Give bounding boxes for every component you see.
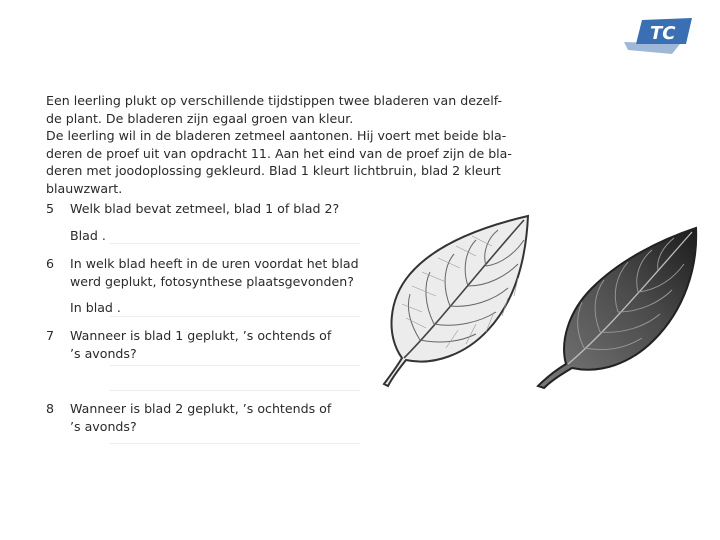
question-text [70,327,331,362]
leaf-1-light [376,208,536,390]
leaf-2-dark [534,218,704,390]
answer-line [110,316,360,317]
question-line: Wanneer is blad 2 geplukt, ’s ochtends of [70,401,332,416]
question-line: Wanneer is blad 1 geplukt, ’s ochtends of [70,328,332,343]
question-line: werd geplukt, fotosynthese plaatsgevonden? [70,273,354,289]
logo-text: TC [650,23,676,44]
answer-5: Blad . [70,228,106,243]
intro-paragraph [46,92,512,197]
intro-line: Een leerling plukt op verschillende tijdstippen twee bladeren van dezelf- [46,93,503,108]
answer-line [110,390,360,391]
intro-line: blauwzwart. [46,180,123,196]
question-line: Welk blad bevat zetmeel, blad 1 of blad 2? [70,201,340,216]
question-text [70,400,331,435]
question-text [70,255,359,290]
question-line: ’s avonds? [70,345,137,361]
question-number: 8 [46,401,55,416]
question-number: 7 [46,328,55,343]
tc-logo-icon [622,14,694,60]
question-number: 6 [46,256,55,271]
answer-6: In blad . [70,300,121,315]
question-line: ’s avonds? [70,418,137,434]
answer-line [110,365,360,366]
question-number: 5 [46,201,55,216]
question-text [70,200,339,218]
answer-line [110,243,360,244]
question-line: In welk blad heeft in de uren voordat het blad [70,256,359,271]
intro-line: de plant. De bladeren zijn egaal groen van kleur. [46,110,354,126]
intro-line: deren de proef uit van opdracht 11. Aan het eind van de proef zijn de bla- [46,145,512,161]
answer-line [110,443,360,444]
intro-line: deren met joodoplossing gekleurd. Blad 1 kleurt lichtbruin, blad 2 kleurt [46,163,501,178]
intro-line: De leerling wil in de bladeren zetmeel aantonen. Hij voert met beide bla- [46,128,507,143]
